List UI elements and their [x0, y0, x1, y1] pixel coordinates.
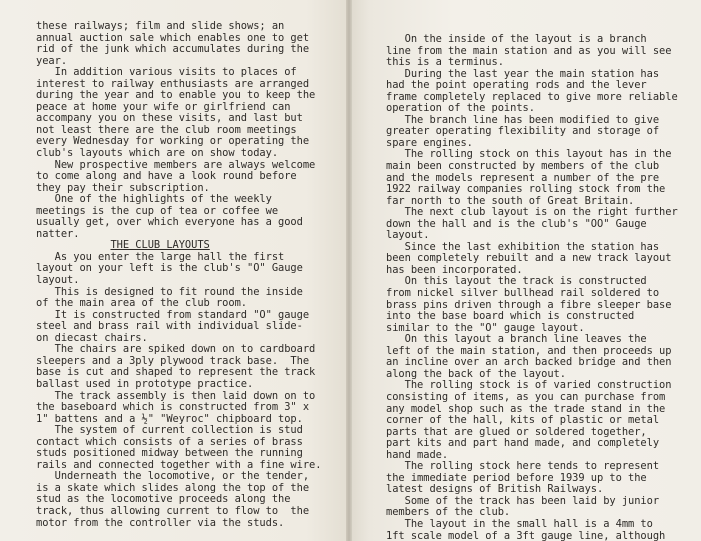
- right-page-line: this is a terminus.: [386, 56, 504, 69]
- right-page-line: Since the last exhibition the station has: [386, 240, 660, 253]
- right-page-line: brass pins driven through a fibre sleeper base: [386, 298, 672, 311]
- left-page-line: As you enter the large hall the first: [36, 250, 285, 263]
- right-page-line: the immediate period before 1939 up to the: [386, 471, 647, 484]
- left-page-line: track, thus allowing current to flow to the: [36, 504, 310, 517]
- right-page-line: parts that are glued or soldered together,: [386, 425, 647, 438]
- left-page-line: steel and brass rail with individual slide-: [36, 320, 303, 333]
- left-page-line: on diecast chairs.: [36, 331, 148, 344]
- left-page-line: club's layouts which are on show today.: [36, 147, 279, 160]
- left-page-line: rails and connected together with a fine wire.: [36, 458, 322, 471]
- right-page-line: Some of the track has been laid by junior: [386, 494, 660, 507]
- left-page-line: year.: [36, 54, 68, 67]
- right-page: [348, 0, 701, 541]
- right-page-line: operation of the points.: [386, 102, 535, 115]
- left-page-line: annual auction sale which enables one to get: [36, 31, 310, 44]
- left-page-line: New prospective members are always welcome: [36, 158, 316, 171]
- right-page-line: any model shop such as the trade stand in the: [386, 402, 666, 415]
- left-page-line: stud as the locomotive proceeds along the: [36, 493, 291, 506]
- right-page-line: consisting of items, as you can purchase from: [386, 390, 666, 403]
- left-page-line: base is cut and shaped to represent the track: [36, 366, 316, 379]
- right-page-line: latest designs of British Railways.: [386, 483, 604, 496]
- left-page-line: meetings is the cup of tea or coffee we: [36, 204, 279, 217]
- right-page-line: an incline over an arch backed bridge and then: [386, 356, 672, 369]
- right-page-line: and the models represent a number of the pre: [386, 171, 660, 184]
- left-page-line: is a skate which slides along the top of the: [36, 481, 310, 494]
- left-page-line: layout.: [36, 274, 80, 287]
- right-page-line: corner of the hall, kits of plastic or metal: [386, 414, 660, 427]
- left-page-line: ballast used in prototype practice.: [36, 377, 254, 390]
- right-page-line: The branch line has been modified to give: [386, 113, 660, 126]
- right-page-line: On the inside of the layout is a branch: [386, 33, 647, 45]
- left-page-line: One of the highlights of the weekly: [36, 193, 272, 206]
- right-page-text: [386, 34, 678, 541]
- left-page-line: during the year and to enable you to keep the: [36, 89, 316, 102]
- left-page-line: motor from the controller via the studs.: [36, 516, 285, 529]
- right-page-line: part kits and part hand made, and completely: [386, 437, 660, 450]
- right-page-line: had the point operating rods and the lever: [386, 79, 647, 92]
- page-gutter: [346, 0, 352, 541]
- right-page-line: 1ft scale model of a 3ft gauge line, although: [386, 529, 666, 541]
- left-page-line: layout on your left is the club's "O" Gauge: [36, 262, 303, 275]
- left-page-line: every Wednesday for working or operating the: [36, 135, 310, 148]
- left-page-line: In addition various visits to places of: [36, 66, 297, 79]
- left-page-line: they pay their subscription.: [36, 181, 210, 194]
- left-page-line: The chairs are spiked down on to cardboard: [36, 343, 316, 356]
- right-page-line: similar to the "O" gauge layout.: [386, 321, 585, 334]
- right-page-line: left of the main station, and then proceeds up: [386, 344, 672, 357]
- left-page-text: [36, 21, 321, 529]
- left-page-line: peace at home your wife or girlfriend can: [36, 100, 291, 113]
- left-page-line: the baseboard which is constructed from 3" x: [36, 401, 310, 414]
- right-page-line: spare engines.: [386, 136, 473, 149]
- right-page-line: hand made.: [386, 448, 449, 461]
- right-page-line: On this layout the track is constructed: [386, 275, 647, 288]
- right-page-line: layout.: [386, 229, 430, 242]
- left-page-line: of the main area of the club room.: [36, 297, 247, 310]
- left-page-line: these railways; film and slide shows; an: [36, 20, 285, 32]
- right-page-line: 1922 railway companies rolling stock from the: [386, 183, 666, 196]
- left-page-line: sleepers and a 3ply plywood track base. The: [36, 354, 310, 367]
- left-page-line: not least there are the club room meetings: [36, 123, 297, 136]
- right-page-line: members of the club.: [386, 506, 511, 519]
- left-page-line: contact which consists of a series of brass: [36, 435, 303, 448]
- right-page-line: down the hall and is the club's "OO" Gauge: [386, 217, 647, 230]
- right-page-line: far north to the south of Great Britain.: [386, 194, 635, 207]
- right-page-line: along the back of the layout.: [386, 367, 566, 380]
- right-page-line: On this layout a branch line leaves the: [386, 333, 647, 346]
- left-page-line: It is constructed from standard "O" gauge: [36, 308, 310, 321]
- left-page-line: The track assembly is then laid down on to: [36, 389, 316, 402]
- section-heading: THE CLUB LAYOUTS: [110, 239, 210, 252]
- left-page-line: 1" battens and a ½" "Weyroc" chipboard top.: [36, 412, 303, 425]
- left-page-line: natter.: [36, 227, 80, 240]
- right-page-line: The rolling stock here tends to represent: [386, 460, 660, 473]
- right-page-line: During the last year the main station has: [386, 67, 660, 80]
- right-page-line: from nickel silver bullhead rail soldered to: [386, 287, 660, 300]
- right-page-line: into the base board which is constructed: [386, 310, 635, 323]
- right-page-line: The next club layout is on the right further: [386, 206, 678, 219]
- left-page-line: accompany you on these visits, and last but: [36, 112, 303, 125]
- right-page-line: greater operating flexibility and storage of: [386, 125, 660, 138]
- left-page-line: to come along and have a look round before: [36, 170, 297, 183]
- left-page-line: This is designed to fit round the inside: [36, 285, 303, 298]
- left-page-line: Underneath the locomotive, or the tender,: [36, 470, 310, 483]
- left-page-line: The system of current collection is stud: [36, 424, 303, 437]
- right-page-line: main been constructed by members of the club: [386, 160, 660, 173]
- right-page-line: line from the main station and as you will see: [386, 44, 672, 57]
- left-page: [0, 0, 348, 541]
- right-page-line: The rolling stock on this layout has in the: [386, 148, 672, 161]
- left-page-line: studs positioned midway between the running: [36, 447, 303, 460]
- right-page-line: The rolling stock is of varied construction: [386, 379, 672, 392]
- left-page-line: usually get, over which everyone has a good: [36, 216, 303, 229]
- left-page-line: interest to railway enthusiasts are arranged: [36, 77, 310, 90]
- right-page-line: has been incorporated.: [386, 263, 523, 276]
- left-page-line: rid of the junk which accumulates during the: [36, 43, 310, 56]
- right-page-line: frame completely replaced to give more reliable: [386, 90, 678, 103]
- right-page-line: been completely rebuilt and a new track layout: [386, 252, 672, 265]
- right-page-line: The layout in the small hall is a 4mm to: [386, 517, 653, 530]
